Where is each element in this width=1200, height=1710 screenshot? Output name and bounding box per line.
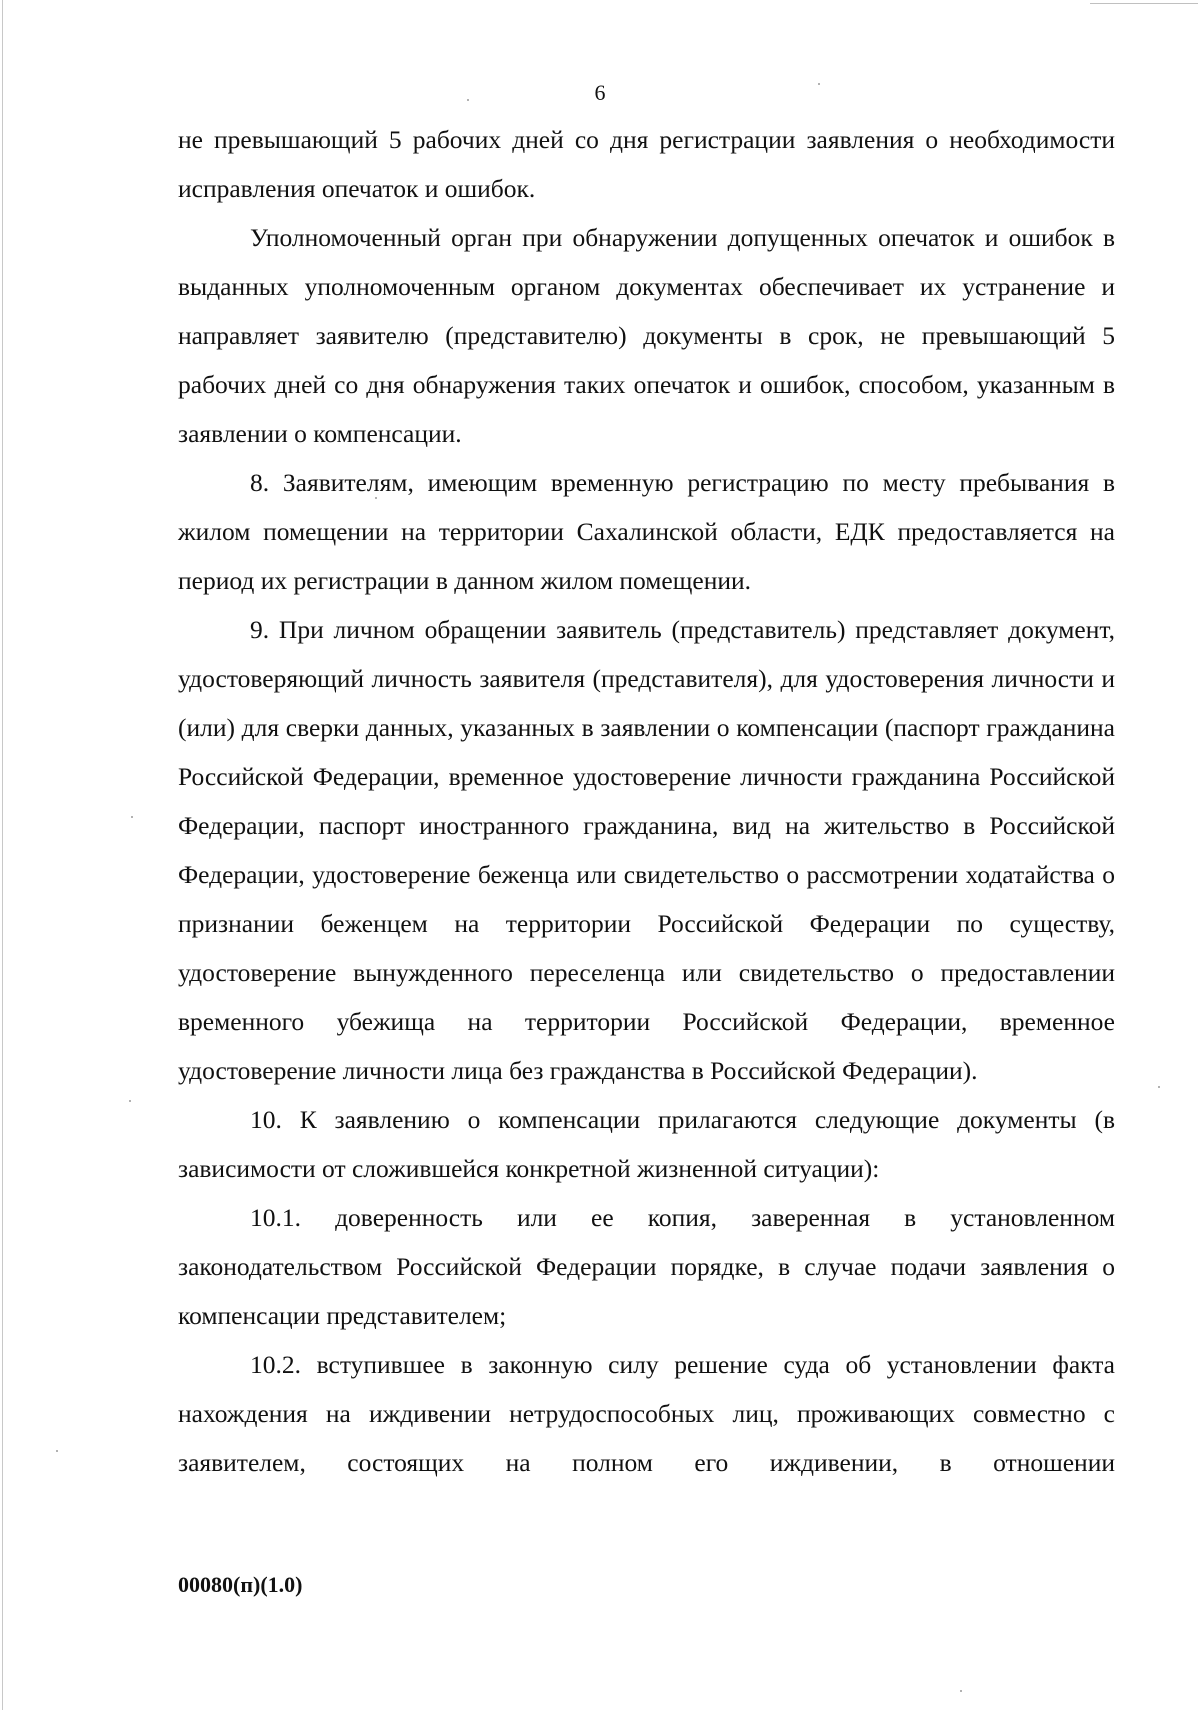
- scan-edge-line-top: [1090, 3, 1198, 4]
- paragraph-item-9: 9. При личном обращении заявитель (представитель) представляет документ, удостоверяющий личность заявителя (представителя), для удостоверения личности и (или) для сверки данных, указанных в заявлении о компенсации (паспорт гражданина Российской Федерации, временное удостоверение личности гражданина Российской Федерации, паспорт иностранного гражданина, вид на жительство в Российской Федерации, удостоверение беженца или свидетельство о рассмотрении ходатайства о признании беженцем на территории Российской Федерации по существу, удостоверение вынужденного переселенца или свидетельство о предоставлении временного убежища на территории Российской Федерации, временное удостоверение личности лица без гражданства в Российской Федерации).: [178, 615, 1115, 1085]
- paragraph-item-8: 8. Заявителям, имеющим временную регистрацию по месту пребывания в жилом помещении на территории Сахалинской области, ЕДК предоставляется на период их регистрации в данном жилом помещении.: [178, 468, 1115, 595]
- paragraph-continuation: не превышающий 5 рабочих дней со дня регистрации заявления о необходимости исправления опечаток и ошибок.: [178, 125, 1115, 203]
- scan-speck: [960, 1690, 962, 1692]
- paragraph-item-10-1: 10.1. доверенность или ее копия, заверенная в установленном законодательством Российской Федерации порядке, в случае подачи заявления о компенсации представителем;: [178, 1203, 1115, 1330]
- paragraph-item-10-2: 10.2. вступившее в законную силу решение суда об установлении факта нахождения на иждивении нетрудоспособных лиц, проживающих совместно с заявителем, состоящих на полном его иждивении, в отношении: [178, 1350, 1115, 1477]
- scan-speck: [56, 1450, 58, 1452]
- page-number: 6: [594, 80, 606, 105]
- document-body: [178, 115, 1115, 1487]
- scan-edge-line: [2, 0, 3, 1710]
- document-code: 00080(п)(1.0): [178, 1572, 303, 1597]
- scan-speck: [131, 816, 133, 818]
- paragraph-item-10: 10. К заявлению о компенсации прилагаются следующие документы (в зависимости от сложившейся конкретной жизненной ситуации):: [178, 1105, 1115, 1183]
- paragraph-error-correction: Уполномоченный орган при обнаружении допущенных опечаток и ошибок в выданных уполномоченным органом документах обеспечивает их устранение и направляет заявителю (представителю) документы в срок, не превышающий 5 рабочих дней со дня обнаружения таких опечаток и ошибок, способом, указанным в заявлении о компенсации.: [178, 223, 1115, 448]
- scan-speck: [1158, 1086, 1160, 1088]
- scan-speck: [129, 1100, 131, 1102]
